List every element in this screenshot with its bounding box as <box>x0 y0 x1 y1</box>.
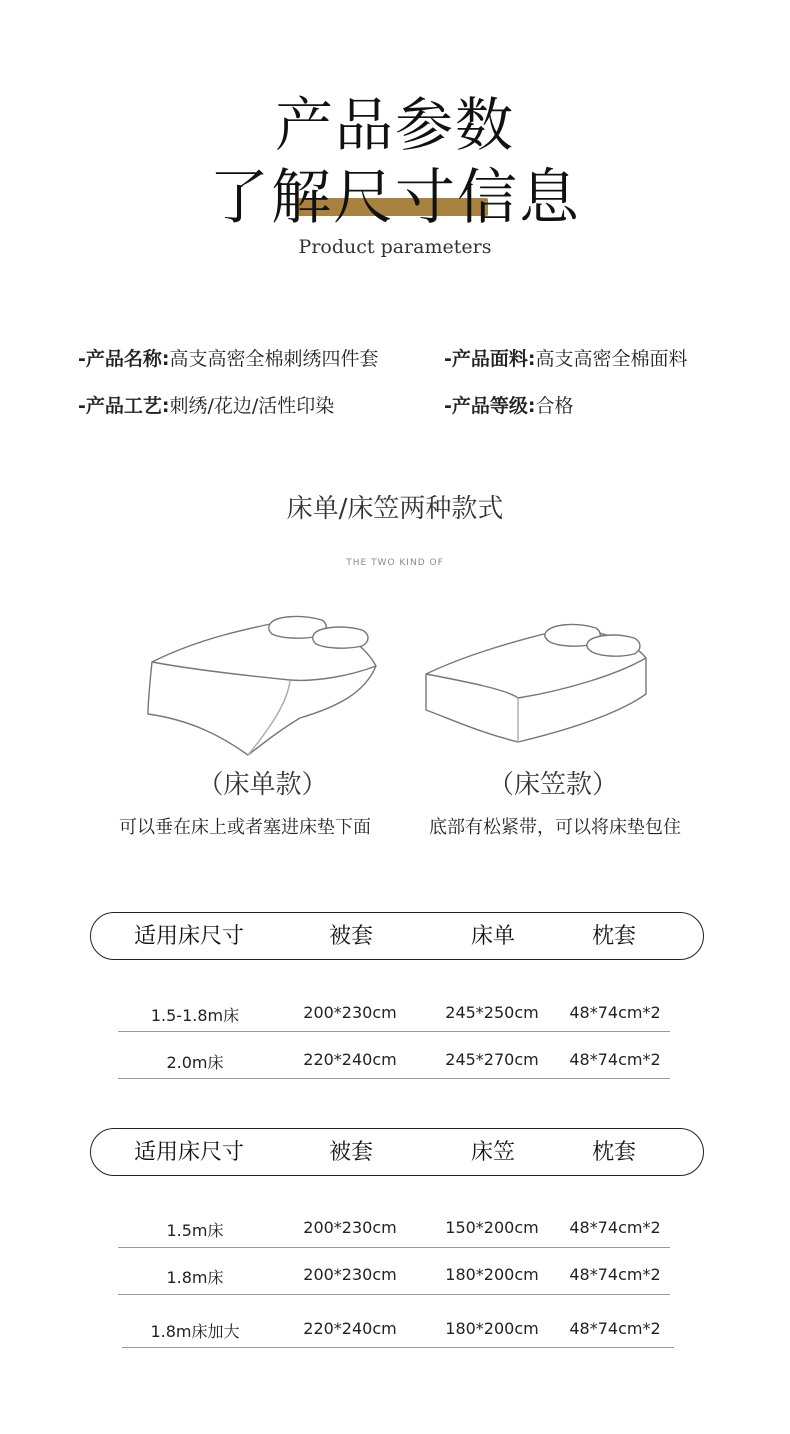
row-divider <box>122 1347 674 1348</box>
table-cell: 220*240cm <box>303 1319 397 1338</box>
page-title-secondary-wrap <box>0 150 790 233</box>
table2-header <box>90 1128 704 1176</box>
table-cell: 1.8m床 <box>166 1268 224 1287</box>
fitted-sheet-bed-illustration <box>418 618 653 748</box>
spec-product-name <box>78 344 379 371</box>
table-cell: 1.5-1.8m床 <box>150 1006 240 1025</box>
table2-header-fitted-sheet: 床笠 <box>470 1140 515 1165</box>
flat-sheet-style-desc: 可以垂在床上或者塞进床垫下面 <box>119 817 371 838</box>
table1-header-size: 适用床尺寸 <box>133 924 244 949</box>
table-cell: 150*200cm <box>445 1218 539 1237</box>
table2-header-size: 适用床尺寸 <box>133 1140 244 1165</box>
kinds-title: 床单/床笠两种款式 <box>286 494 504 524</box>
spec-product-craft <box>78 391 334 418</box>
spec-value: 合格 <box>535 395 574 417</box>
page-subtitle: Product parameters <box>298 236 492 258</box>
fitted-sheet-style-desc: 底部有松紧带，可以将床垫包住 <box>429 817 681 838</box>
row-divider <box>118 1247 670 1248</box>
spec-key: -产品面料: <box>444 348 536 370</box>
table-cell: 245*270cm <box>445 1050 539 1069</box>
table1-header-duvet: 被套 <box>328 924 373 949</box>
page-title: 产品参数 <box>274 91 515 159</box>
table-cell: 200*230cm <box>303 1265 397 1284</box>
spec-product-grade <box>444 391 574 418</box>
table-cell: 1.5m床 <box>166 1221 224 1240</box>
table2-header-pillowcase: 枕套 <box>591 1140 636 1165</box>
table2-header-duvet: 被套 <box>328 1140 373 1165</box>
spec-value: 高支高密全棉刺绣四件套 <box>169 348 379 370</box>
table-cell: 200*230cm <box>303 1003 397 1022</box>
spec-key: -产品等级: <box>444 395 536 417</box>
table-cell: 48*74cm*2 <box>569 1265 661 1284</box>
kinds-subtitle: THE TWO KIND OF <box>346 558 444 568</box>
table1-header <box>90 912 704 960</box>
table-cell: 48*74cm*2 <box>569 1218 661 1237</box>
spec-key: -产品名称: <box>78 348 170 370</box>
table-cell: 48*74cm*2 <box>569 1319 661 1338</box>
table-cell: 200*230cm <box>303 1218 397 1237</box>
flat-sheet-bed-illustration <box>140 610 385 760</box>
table-cell: 48*74cm*2 <box>569 1050 661 1069</box>
table-cell: 180*200cm <box>445 1319 539 1338</box>
table1-header-pillowcase: 枕套 <box>591 924 636 949</box>
row-divider <box>118 1078 670 1079</box>
spec-key: -产品工艺: <box>78 395 170 417</box>
table-cell: 48*74cm*2 <box>569 1003 661 1022</box>
page-title-secondary: 了解尺寸信息 <box>209 163 581 233</box>
table-cell: 220*240cm <box>303 1050 397 1069</box>
flat-sheet-style-label: （床单款） <box>197 770 328 800</box>
row-divider <box>118 1031 670 1032</box>
fitted-sheet-style-label: （床笠款） <box>487 770 618 800</box>
table-cell: 1.8m床加大 <box>150 1322 240 1341</box>
spec-value: 高支高密全棉面料 <box>535 348 688 370</box>
spec-product-fabric <box>444 344 688 371</box>
row-divider <box>118 1294 670 1295</box>
table-cell: 2.0m床 <box>166 1053 224 1072</box>
table-cell: 180*200cm <box>445 1265 539 1284</box>
table1-header-sheet: 床单 <box>470 924 515 949</box>
table-cell: 245*250cm <box>445 1003 539 1022</box>
spec-value: 刺绣/花边/活性印染 <box>169 395 335 417</box>
